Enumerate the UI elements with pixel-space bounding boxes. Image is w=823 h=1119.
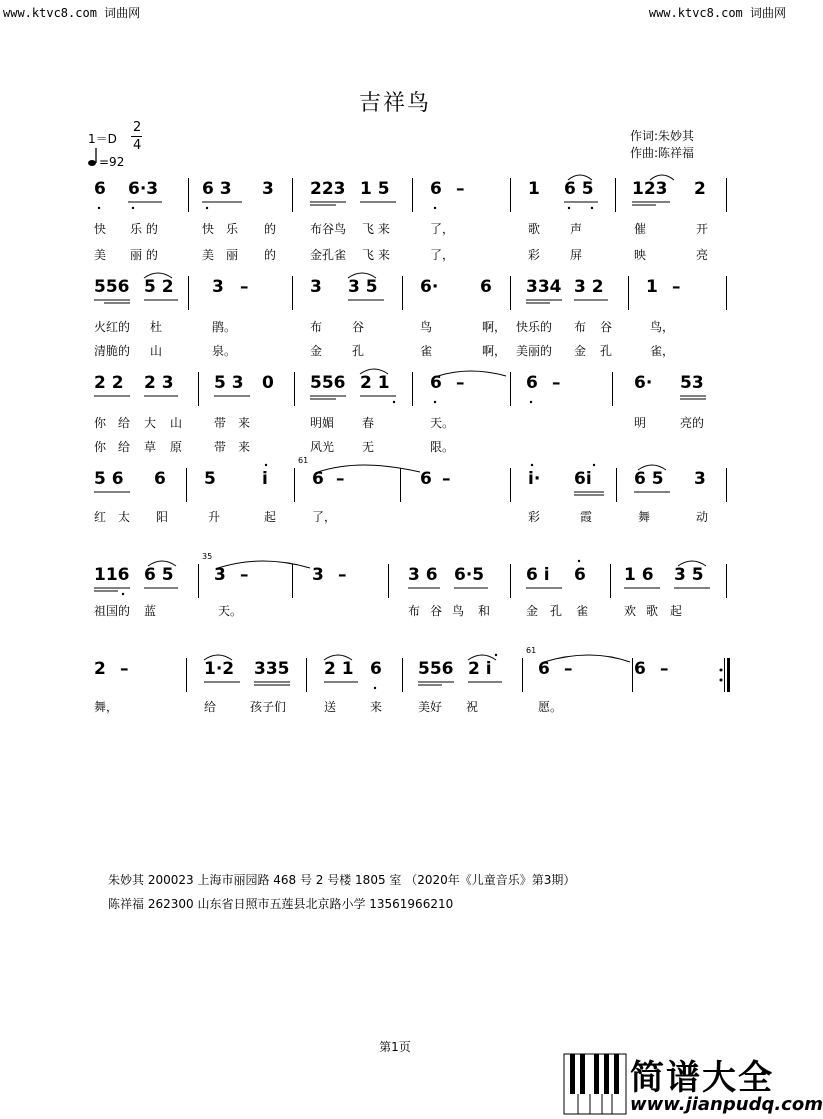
note: 6 (538, 659, 550, 679)
note: 6 i (526, 565, 550, 585)
lyrics-verse-1 (90, 508, 730, 526)
lyric: 孔 (600, 344, 613, 358)
note: 6 (430, 179, 442, 199)
lyric: 明 (634, 416, 647, 430)
lyric: 祖国的 (94, 604, 131, 618)
lyric: 美 (202, 248, 215, 262)
lyric: 啊， (482, 320, 507, 334)
note: 2 i (468, 659, 492, 679)
score-system-1 (90, 176, 730, 216)
lyric: 带 (214, 440, 227, 454)
note: 123 (632, 179, 668, 199)
lyric: 映 (634, 248, 647, 262)
lyric: 阳 (156, 510, 169, 524)
lyric: 红 (94, 510, 107, 524)
lyric: 欢 (624, 604, 637, 618)
lyric: 布 (408, 604, 421, 618)
lyric: 和 (478, 604, 491, 618)
lyric: 声 (570, 222, 583, 236)
note: 1 (646, 277, 658, 297)
lyrics-verse-2 (90, 438, 730, 456)
lyric: 起 (264, 510, 277, 524)
note: i· (528, 469, 541, 489)
site-header-left: www.ktvc8.com 词曲网 (3, 6, 141, 20)
lyric: 金 (526, 604, 539, 618)
note: 6 3 (202, 179, 232, 199)
note: 1·2 (204, 659, 235, 679)
note: 3 (214, 565, 226, 585)
lyric: 泉。 (212, 344, 237, 358)
lyric: 杜 (150, 320, 163, 334)
note: 6 5 (144, 565, 174, 585)
lyric: 天。 (430, 416, 455, 430)
lyric: 了， (430, 248, 455, 262)
lyric: 雀， (650, 344, 675, 358)
note: 2 1 (360, 373, 390, 393)
lyric: 美好 (418, 700, 443, 714)
lyric: 金 (574, 344, 587, 358)
song-title: 吉祥鸟 (358, 91, 431, 116)
lyric: 春 (362, 416, 375, 430)
lyric: 美 (94, 248, 107, 262)
note: 335 (254, 659, 290, 679)
time-signature-bottom: 4 (133, 138, 142, 153)
note: 556 (94, 277, 130, 297)
note: 6·5 (454, 565, 485, 585)
note: 6· (634, 373, 653, 393)
lyric: 带 (214, 416, 227, 430)
note: 6 (370, 659, 382, 679)
score-system-3 (90, 370, 730, 410)
lyric: 山 (170, 416, 183, 430)
note: – (456, 373, 465, 393)
site-logo (560, 1048, 823, 1119)
lyric: 来 (370, 700, 383, 714)
note: 556 (310, 373, 346, 393)
lyric: 草 (144, 440, 157, 454)
note: 6·3 (128, 179, 159, 199)
lyric: 鸟， (650, 320, 675, 334)
note: 116 (94, 565, 130, 585)
lyric: 彩 (528, 510, 541, 524)
lyric: 来 (238, 440, 251, 454)
composer-contact-line: 陈祥福 262300 山东省日照市五莲县北京路小学 13561966210 (108, 897, 454, 911)
lyric: 谷 (600, 320, 613, 334)
note: 53 (680, 373, 704, 393)
note: 6 (634, 659, 646, 679)
note: 3 (212, 277, 224, 297)
author-contact-line: 朱妙其 200023 上海市丽园路 468 号 2 号楼 1805 室 （2020年《儿童音乐》第3期） (108, 873, 576, 887)
lyric: 丽 (226, 248, 239, 262)
lyric: 歌 (528, 222, 541, 236)
lyric: 升 (208, 510, 221, 524)
lyric: 的 (264, 222, 277, 236)
notation-marks (90, 656, 730, 696)
lyric: 舞 (638, 510, 651, 524)
note: 1 5 (360, 179, 390, 199)
note: 223 (310, 179, 346, 199)
note: 3 6 (408, 565, 438, 585)
lyric: 送 (324, 700, 337, 714)
note: – (240, 565, 249, 585)
lyric: 金孔雀 (310, 248, 347, 262)
lyric: 给 (118, 440, 131, 454)
note: – (120, 659, 129, 679)
lyric: 起 (670, 604, 683, 618)
notation-marks (90, 562, 730, 602)
note: 6 (154, 469, 166, 489)
lyric: 霞 (580, 510, 593, 524)
lyric: 风光 (310, 440, 335, 454)
lyrics-verse-1 (90, 318, 730, 336)
site-header-right: www.ktvc8.com 词曲网 (648, 6, 786, 20)
notation-marks (90, 370, 730, 410)
lyric: 火红的 (94, 320, 131, 334)
note: 6i (574, 469, 592, 489)
note: 3 5 (674, 565, 704, 585)
lyric: 飞 来 (362, 248, 390, 262)
lyric: 快乐的 (516, 320, 553, 334)
lyric: 谷 (430, 604, 443, 618)
note: – (456, 179, 465, 199)
lyricist-credit: 作词:朱妙其 (630, 129, 695, 143)
lyric: 乐 (226, 222, 239, 236)
lyrics-verse-1 (90, 414, 730, 432)
lyrics-verse-2 (90, 246, 730, 264)
lyric: 你 (94, 416, 107, 430)
note: – (660, 659, 669, 679)
lyric: 谷 (352, 320, 365, 334)
note: 6 5 (634, 469, 664, 489)
lyric: 飞 来 (362, 222, 390, 236)
note: 6 (430, 373, 442, 393)
note: 5 3 (214, 373, 244, 393)
note: 1 6 (624, 565, 654, 585)
lyric: 快 (94, 222, 107, 236)
lyric: 给 (204, 700, 217, 714)
lyric: 快 (202, 222, 215, 236)
lyric: 雀 (420, 344, 433, 358)
lyric: 鸟 (452, 604, 465, 618)
lyric: 明媚 (310, 416, 335, 430)
lyric: 祝 (466, 700, 479, 714)
time-signature-divider (131, 136, 142, 137)
lyric: 美丽的 (516, 344, 553, 358)
lyric: 雀 (576, 604, 589, 618)
note: 6 (574, 565, 586, 585)
note: 3 (312, 565, 324, 585)
quarter-note-icon (88, 146, 98, 172)
note: 2 3 (144, 373, 174, 393)
lyric: 天。 (218, 604, 243, 618)
lyric: 无 (362, 440, 375, 454)
note: 6 (312, 469, 324, 489)
lyric: 太 (118, 510, 131, 524)
lyric: 彩 (528, 248, 541, 262)
score-system-2 (90, 274, 730, 314)
composer-credit: 作曲:陈祥福 (630, 146, 695, 160)
note: – (564, 659, 573, 679)
lyric: 孔 (352, 344, 365, 358)
notation-marks (90, 176, 730, 216)
note: 6 (94, 179, 106, 199)
lyric: 愿。 (538, 700, 563, 714)
lyrics-verse-2 (90, 342, 730, 360)
lyric: 舞， (94, 700, 119, 714)
note: 1 (528, 179, 540, 199)
lyric: 来 (238, 416, 251, 430)
note: 2 (94, 659, 106, 679)
lyric: 亮 (696, 248, 709, 262)
lyric: 了， (312, 510, 337, 524)
lyric: 金 (310, 344, 323, 358)
lyric: 鹃。 (212, 320, 237, 334)
lyrics-verse-1 (90, 220, 730, 238)
time-signature-top: 2 (133, 120, 142, 135)
lyric: 给 (118, 416, 131, 430)
note: – (442, 469, 451, 489)
lyric: 清脆的 (94, 344, 131, 358)
key-signature: 1＝D (88, 132, 117, 146)
page-number: 第1页 (379, 1040, 411, 1054)
lyric: 原 (170, 440, 183, 454)
lyric: 了， (430, 222, 455, 236)
lyric: 亮的 (680, 416, 705, 430)
notation-marks (90, 466, 730, 506)
lyric: 布谷鸟 (310, 222, 347, 236)
note: 3 (262, 179, 274, 199)
note: 2 (694, 179, 706, 199)
note: – (672, 277, 681, 297)
lyric: 丽 的 (130, 248, 158, 262)
note: 5 2 (144, 277, 174, 297)
grace-note: 35 (202, 552, 213, 561)
lyric: 布 (310, 320, 323, 334)
lyric: 布 (574, 320, 587, 334)
lyric: 动 (696, 510, 709, 524)
note: 3 5 (348, 277, 378, 297)
lyrics-verse-1 (90, 698, 730, 716)
note: 556 (418, 659, 454, 679)
score-system-4 (90, 456, 730, 506)
lyric: 限。 (430, 440, 455, 454)
grace-note: 61 (298, 456, 309, 465)
note: 6· (420, 277, 439, 297)
grace-note: 61 (526, 646, 537, 655)
score-system-6 (90, 646, 730, 696)
piano-keys-icon (564, 1052, 628, 1116)
lyric: 山 (150, 344, 163, 358)
lyric: 孩子们 (250, 700, 287, 714)
lyrics-verse-1 (90, 602, 730, 620)
lyric: 你 (94, 440, 107, 454)
lyric: 的 (264, 248, 277, 262)
logo-title: 简谱大全 (630, 1058, 774, 1098)
notation-marks (90, 274, 730, 314)
lyric: 歌 (646, 604, 659, 618)
lyric: 乐 的 (130, 222, 158, 236)
lyric: 开 (696, 222, 709, 236)
lyric: 孔 (550, 604, 563, 618)
logo-url: www.jianpudq.com (630, 1094, 823, 1115)
note: 5 6 (94, 469, 124, 489)
note: 6 5 (564, 179, 594, 199)
tempo-marking: =92 (99, 155, 125, 169)
note: 2 1 (324, 659, 354, 679)
lyric: 蓝 (144, 604, 157, 618)
note: 334 (526, 277, 562, 297)
note: 3 2 (574, 277, 604, 297)
lyric: 催 (634, 222, 647, 236)
lyric: 屏 (570, 248, 583, 262)
note: 6 (480, 277, 492, 297)
note: 3 (310, 277, 322, 297)
note: – (336, 469, 345, 489)
note: i (262, 469, 268, 489)
lyric: 啊， (482, 344, 507, 358)
note: 6 (526, 373, 538, 393)
note: 2 2 (94, 373, 124, 393)
note: – (552, 373, 561, 393)
note: 5 (204, 469, 216, 489)
note: 6 (420, 469, 432, 489)
note: – (240, 277, 249, 297)
note: 0 (262, 373, 274, 393)
note: 3 (694, 469, 706, 489)
score-system-5 (90, 552, 730, 602)
note: – (338, 565, 347, 585)
lyric: 鸟 (420, 320, 433, 334)
lyric: 大 (144, 416, 157, 430)
